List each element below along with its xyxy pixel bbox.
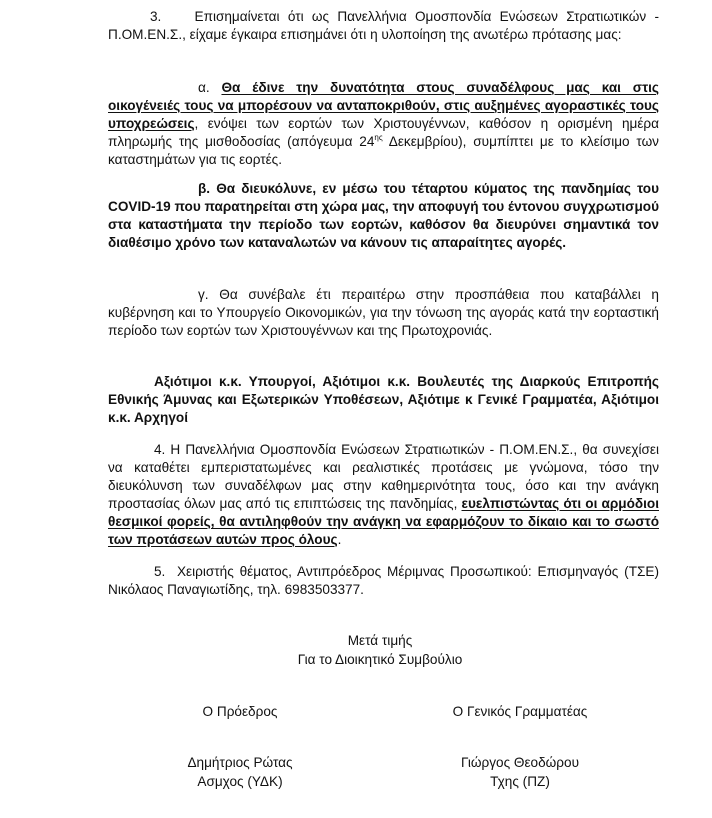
president-name: Δημήτριος Ρώτας [187, 755, 293, 770]
president-title: Ο Πρόεδρος [202, 704, 278, 719]
paragraph-3-number: 3. [150, 9, 162, 24]
closing-salutation: Μετά τιμής [347, 633, 413, 648]
paragraph-3a-text: , ενόψει των εορτών των Χριστουγέννων, καθόσον η ορισμένη ημέρα πληρωμής της μισθοδοσίας (απόγευμα 24 [108, 116, 659, 149]
paragraph-3a-emphasis: Θα έδινε την δυνατότητα στους συναδέλφους μας και στις οικογένειές τους να μπορέσουν να ανταποκριθούν, στις αυξημένες αγοραστικές τους υποχρεώσεις [108, 80, 659, 131]
paragraph-5-number: 5. [154, 564, 166, 579]
paragraph-4-emphasis: ευελπιστώντας ότι οι αρμόδιοι θεσμικοί φορείς, θα αντιληφθούν την ανάγκη να εφαρμόζουν το δίκαιο και το σωστό των προτάσεων αυτών προς όλους [108, 496, 659, 547]
paragraph-5-text: Χειριστής θέματος, Αντιπρόεδρος Μέριμνας Προσωπικού: Επισμηναγός (ΤΣΕ) Νικόλαος Παναγιωτίδης, τηλ. 6983503377. [108, 564, 659, 597]
paragraph-3b-marker: β. [198, 181, 211, 196]
secretary-name: Γιώργος Θεοδώρου [460, 755, 580, 770]
paragraph-3c-text: Θα συνέβαλε έτι περαιτέρω στην προσπάθεια που καταβάλλει η κυβέρνηση και το Υπουργείο Οικονομικών, για την τόνωση της αγοράς κατά την εορταστική περίοδο των εορτών των Χριστουγέννων και της Πρωτοχρονιάς. [108, 287, 659, 338]
secretary-rank: Τχης (ΠΖ) [490, 774, 550, 789]
paragraph-3a-text-end: Δεκεμβρίου), συμπίπτει με το κλείσιμο των καταστημάτων για τις εορτές. [108, 134, 659, 167]
president-rank: Ασμχος (ΥΔΚ) [197, 774, 283, 789]
paragraph-3c [108, 286, 659, 340]
paragraph-3c-marker: γ. [198, 287, 209, 302]
address-paragraph: Αξιότιμοι κ.κ. Υπουργοί, Αξιότιμοι κ.κ. Βουλευτές της Διαρκούς Επιτροπής Εθνικής Άμυνας και Εξωτερικών Υποθέσεων, Αξιότιμε κ Γενικέ Γραμματέα, Αξιότιμοι κ.κ. Αρχηγοί [108, 374, 659, 425]
paragraph-5 [108, 563, 659, 599]
paragraph-3a-superscript: ης [374, 133, 383, 142]
paragraph-3a [108, 79, 659, 169]
paragraph-4 [108, 441, 659, 549]
secretary-title: Ο Γενικός Γραμματέας [452, 704, 588, 719]
paragraph-3b [108, 180, 659, 252]
paragraph-3-text: Επισημαίνεται ότι ως Πανελλήνια Ομοσπονδία Ενώσεων Στρατιωτικών - Π.ΟΜ.ΕΝ.Σ., είχαμε έγκαιρα επισημάνει ότι η υλοποίηση της ανωτέρω πρότασης μας: [108, 9, 659, 42]
paragraph-3 [108, 8, 659, 44]
paragraph-3b-text: Θα διευκόλυνε, εν μέσω του τέταρτου κύματος της πανδημίας του COVID-19 που παρατηρείται στη χώρα μας, την αποφυγή του έντονου συγχρωτισμού στα καταστήματα την περίοδο των εορτών, καθόσον θα διευρύνει σημαντικά τον διαθέσιμο χρόνο των καταναλωτών να κάνουν τις απαραίτητες αγορές. [108, 181, 659, 250]
paragraph-4-text: Η Πανελλήνια Ομοσπονδία Ενώσεων Στρατιωτικών - Π.ΟΜ.ΕΝ.Σ., θα συνεχίσει να καταθέτει εμπεριστατωμένες και ρεαλιστικές προτάσεις με γνώμονα, τόσο την διευκόλυνση των συναδέλφων μας στην καθημερινότητα τους, όσο και την ανάγκη προστασίας όλων μας από τις επιπτώσεις της πανδημίας, [108, 442, 659, 511]
paragraph-3a-marker: α. [198, 80, 210, 95]
paragraph-4-end: . [337, 532, 342, 547]
closing-board: Για το Διοικητικό Συμβούλιο [297, 652, 463, 667]
paragraph-4-number: 4. [154, 442, 166, 457]
